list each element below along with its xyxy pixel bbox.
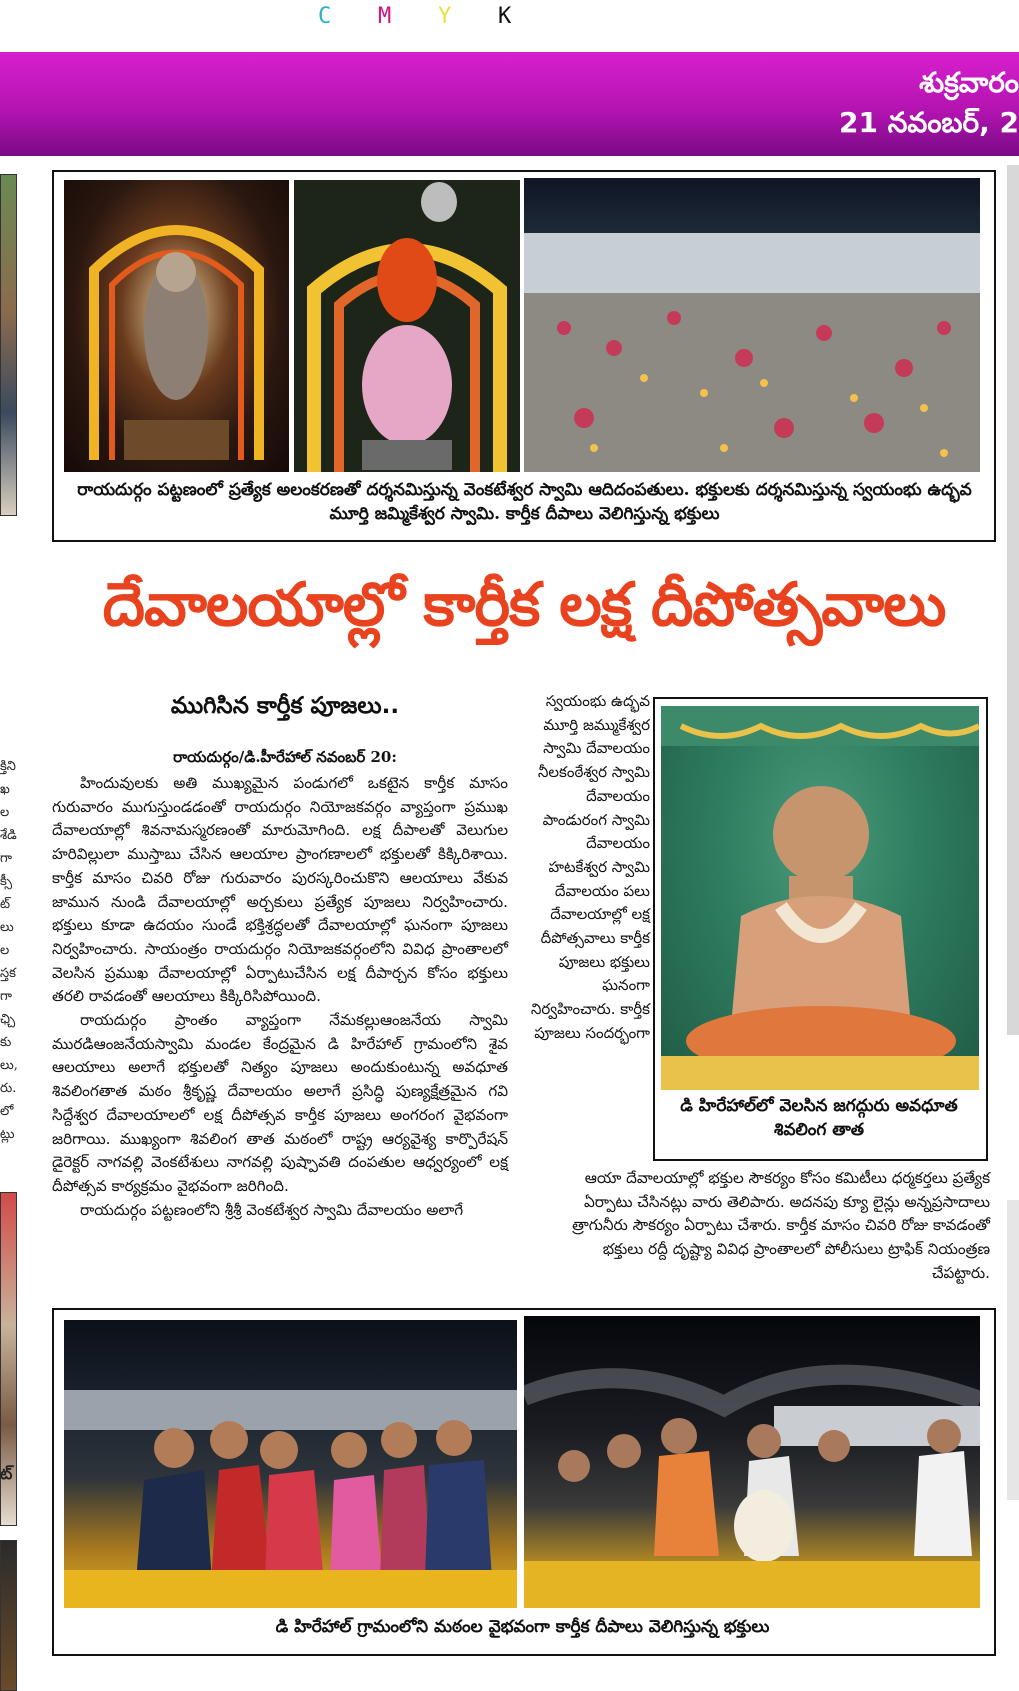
left-edge-fragment: ల (0, 805, 10, 820)
left-edge-photo-3 (0, 1540, 17, 1691)
guru-photo-caption: డి హిరేహాల్‌లో వెలసిన జగద్గురు అవధూత శివలింగ తాత (680, 1096, 958, 1140)
venkateswara-deity-photo (64, 180, 289, 472)
linga-illustration (294, 180, 520, 472)
left-edge-fragment: ల (0, 943, 10, 958)
left-edge-fragment: రు. (0, 1081, 17, 1096)
women-devotees-photo (64, 1320, 517, 1608)
left-edge-fragment: గా (0, 989, 12, 1004)
left-edge-fragment: క్సీ (0, 874, 13, 889)
left-edge-fragment: ట్ (0, 897, 11, 912)
left-edge-photo-1 (0, 174, 17, 516)
left-edge-text (0, 755, 18, 1146)
cmyk-registration (318, 4, 558, 29)
cmyk-c: C (318, 4, 332, 29)
main-headline: దేవాలయాల్లో కార్తీక లక్ష దీపోత్సవాలు (102, 570, 946, 640)
left-edge-fragment: లో (0, 1104, 14, 1119)
left-edge-fragment: శేడి (0, 828, 17, 843)
women-lamps-illustration (64, 1320, 517, 1608)
guru-statue-illustration (661, 706, 979, 1090)
bottom-photo-caption: డి హిరేహాల్ గ్రామంలోని మఠంల వైభవంగా కార్తీక దీపాలు వెలిగిస్తున్న భక్తులు (275, 1617, 770, 1637)
left-edge-fragment: లు (0, 920, 14, 935)
left-edge-fragment: క్తిని (0, 759, 16, 774)
cmyk-k: K (498, 4, 512, 29)
article-body-left (52, 772, 508, 1222)
article-body-right: ఆయా దేవాలయాల్లో భక్తుల సౌకర్యం కోసం కమిటీలు ధర్మకర్తలు ప్రత్యేక ఏర్పాటు చేసినట్లు వారు తెలిపారు. అదనపు క్యూ లైన్లు అన్నప్రసాదాలు త్రాగునీరు సౌకర్యం ఏర్పాటు చేశారు. కార్తీక మాసం చివరి రోజు కావడంతో భక్తులు రద్దీ దృష్ట్యా వివిధ ప్రాంతాలలో పోలీసులు ట్రాఫిక్ నియంత్రణ చేపట్టారు. (572, 1169, 990, 1282)
article-dateline: రాయదుర్గం/డి.హీరేహాల్ నవంబర్ 20: (173, 748, 397, 766)
left-edge-fragment: గా (0, 851, 12, 866)
page-header-banner (0, 52, 1019, 156)
right-edge-strip-2 (1007, 1200, 1019, 1500)
crowd-illustration (524, 178, 980, 472)
left-edge-fragment: లు, (0, 1058, 18, 1073)
left-edge-bottom-text: ట్ (0, 1464, 13, 1483)
top-photo-caption: రాయదుర్గం పట్టణంలో ప్రత్యేక అలంకరణతో దర్శనమిస్తున్న వెంకటేశ్వర స్వామి ఆదిదంపతులు. భక్తులకు దర్శనమిస్తున్న స్వయంభు ఉద్భవ మూర్తి జమ్మికేశ్వర స్వామి. కార్తీక దీపాలు వెలిగిస్తున్న భక్తులు (77, 480, 972, 524)
article-subheading: ముగిసిన కార్తీక పూజలు.. (170, 693, 400, 719)
body-paragraph: హిందువులకు అతి ముఖ్యమైన పండుగలో ఒకటైన కార్తీక మాసం గురువారం ముగుస్తుండడంతో రాయదుర్గం నియోజకవర్గం వ్యాప్తంగా ప్రముఖ దేవాలయాల్లో శివనామస్మరణంతో మారుమోగింది. లక్ష దీపాలతో వెలుగుల హరివిల్లులా ముస్తాబు చేసిన ఆలయాల ప్రాంగణాలలో భక్తులతో కిక్కిరిశాయి. కార్తీక మాసం చివరి రోజు గురువారం పురస్కరించుకొని ఆలయాలు వేకువ జామున నుండి దేవాలయాల్లో అర్చకులు ప్రత్యేక పూజలు నిర్వహించారు. భక్తులు కూడా ఉదయం సుండే భక్తిశ్రద్ధలతో దేవాలయాల్లో ఘనంగా పూజలు నిర్వహించారు. సాయంత్రం రాయదుర్గం నియోజకవర్గంలోని వివిధ ప్రాంతాలలో వెలసిన ప్రముఖ దేవాలయాల్లో ఏర్పాటుచేసిన లక్ష దీపార్చన కోసం భక్తులు తరలి రావడంతో ఆలయాలు కిక్కిరిసిపోయింది. (52, 774, 508, 1006)
matham-puja-illustration (524, 1316, 980, 1608)
left-edge-fragment: ఛ్చి (0, 1012, 16, 1027)
right-edge-strip (1007, 165, 1019, 1035)
cmyk-y: Y (438, 4, 452, 29)
devotees-lamps-photo (524, 178, 980, 472)
deity-arch-illustration (64, 180, 289, 472)
article-body-narrow: స్వయంభు ఉద్భవ మూర్తి జమ్ముకేశ్వర స్వామి దేవాలయం నీలకంఠేశ్వర స్వామి దేవాలయం పాండురంగ స్వామి దేవాలయం హటకేశ్వర స్వామి దేవాలయం పలు దేవాలయాల్లో లక్ష దీపోత్సవాలు కార్తీక పూజలు భక్తులు ఘనంగా నిర్వహించారు. కార్తీక పూజలు సందర్భంగా (530, 692, 650, 1042)
shivalinga-tata-photo (661, 706, 979, 1090)
left-edge-fragment: కు (0, 1035, 12, 1050)
body-paragraph: రాయదుర్గం ప్రాంతం వ్యాప్తంగా నేమకల్లుఆంజనేయ స్వామి మురడిఆంజనేయస్వామి మండల కేంద్రమైన డి హిరేహాల్ గ్రామంలోని శైవ ఆలయాలు అలాగే భక్తులతో నిత్యం పూజలు అందుకుంటున్న అవధూత శివలింగతాత మఠం శ్రీకృష్ణ దేవాలయం అలాగే ప్రసిద్ధి పుణ్యక్షేత్రమైన గవి సిద్దేశ్వర దేవాలయాలలో లక్ష దీపోత్సవ కార్తీక పూజలు అంగరంగ వైభవంగా జరిగాయి. ముఖ్యంగా శివలింగ తాత మఠంలో రాష్ట్ర ఆర్యవైశ్య కార్పొరేషన్ డైరెక్టర్ నాగవల్లి వెంకటేశులు నాగవల్లి పుష్పావతి దంపతుల ఆధ్వర్యంలో లక్ష దీపోత్సవ కార్యక్రమం వైభవంగా జరిగింది. (52, 1011, 508, 1195)
cmyk-m: M (378, 4, 392, 29)
header-date: 21 నవంబర్, 2 (839, 106, 1019, 139)
jammukeswara-linga-photo (294, 180, 520, 472)
left-edge-fragment: ట్లు (0, 1127, 15, 1142)
header-day: శుక్రవారం (919, 66, 1019, 99)
left-edge-fragment: స్తక (0, 966, 16, 981)
left-edge-fragment: ఖ (0, 782, 10, 797)
matham-devotees-photo (524, 1316, 980, 1608)
body-paragraph: రాయదుర్గం పట్టణంలోని శ్రీశ్రీ వెంకటేశ్వర స్వామి దేవాలయం అలాగే (80, 1200, 464, 1219)
